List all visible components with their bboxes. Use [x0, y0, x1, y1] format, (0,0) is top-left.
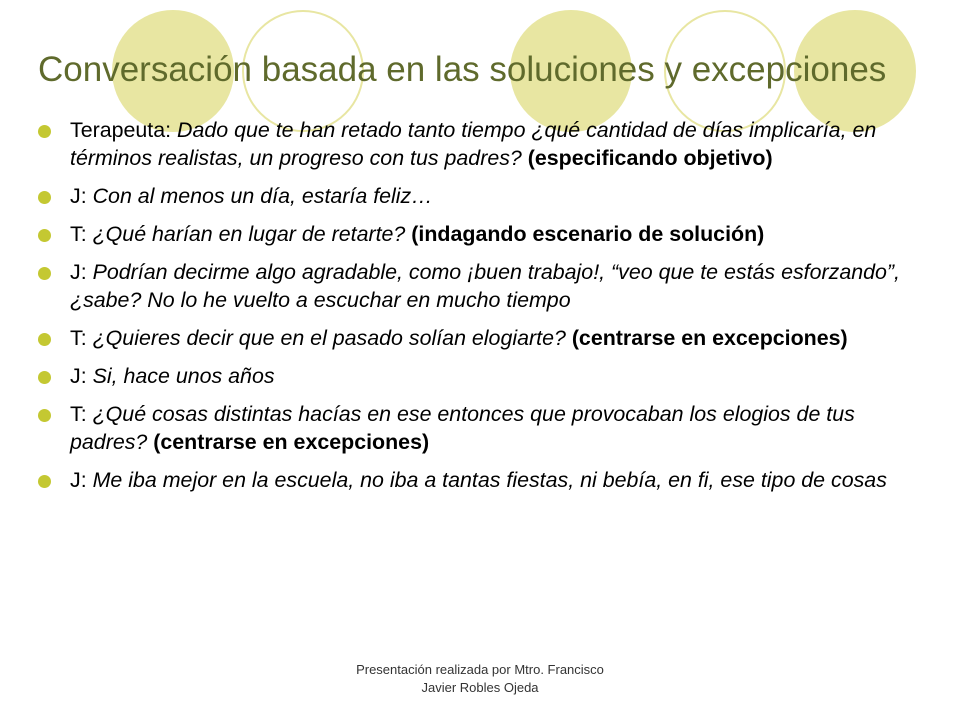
speaker-label: J: — [70, 260, 93, 284]
dialogue-text: Con al menos un día, estaría feliz… — [92, 184, 433, 208]
bullet-list — [36, 116, 920, 504]
speaker-label: J: — [70, 468, 93, 492]
dialogue-text: ¿Qué cosas distintas hacías en ese entonces que provocaban los elogios de tus padres? — [70, 402, 855, 454]
footer-line: Presentación realizada por Mtro. Francisco — [356, 662, 604, 677]
technique-note: (centrarse en excepciones) — [571, 326, 848, 350]
footer-line: Javier Robles Ojeda — [421, 680, 539, 695]
technique-note: (indagando escenario de solución) — [411, 222, 765, 246]
dialogue-text: ¿Qué harían en lugar de retarte? — [92, 222, 412, 246]
bullet-dot-icon — [38, 229, 51, 242]
speaker-label: J: — [70, 364, 93, 388]
bullet-dot-icon — [38, 409, 51, 422]
speaker-label: T: — [70, 402, 93, 426]
bullet-dot-icon — [38, 475, 51, 488]
speaker-label: Terapeuta: — [70, 118, 178, 142]
speaker-label: T: — [70, 222, 93, 246]
dialogue-text: Dado que te han retado tanto tiempo ¿qué cantidad de días implicaría, en términos realistas, un progreso con tus padres? — [70, 118, 877, 170]
slide-footer — [330, 661, 630, 697]
dialogue-text: ¿Quieres decir que en el pasado solían elogiarte? — [92, 326, 572, 350]
bullet-item — [36, 182, 920, 210]
bullet-item — [36, 116, 920, 172]
bullet-dot-icon — [38, 267, 51, 280]
slide-title: Conversación basada en las soluciones y excepciones — [38, 50, 887, 89]
bullet-item — [36, 220, 920, 248]
bullet-dot-icon — [38, 125, 51, 138]
bullet-dot-icon — [38, 371, 51, 384]
bullet-item — [36, 258, 920, 314]
technique-note: (centrarse en excepciones) — [153, 430, 430, 454]
speaker-label: J: — [70, 184, 93, 208]
dialogue-text: Podrían decirme algo agradable, como ¡buen trabajo!, “veo que te estás esforzando”, ¿sabe? No lo he vuelto a escuchar en mucho tiempo — [70, 260, 900, 312]
bullet-dot-icon — [38, 333, 51, 346]
technique-note: (especificando objetivo) — [527, 146, 773, 170]
bullet-item — [36, 400, 920, 456]
bullet-item — [36, 466, 920, 494]
dialogue-text: Si, hace unos años — [92, 364, 275, 388]
bullet-item — [36, 324, 920, 352]
speaker-label: T: — [70, 326, 93, 350]
bullet-dot-icon — [38, 191, 51, 204]
dialogue-text: Me iba mejor en la escuela, no iba a tantas fiestas, ni bebía, en fi, ese tipo de cosas — [92, 468, 887, 492]
bullet-item — [36, 362, 920, 390]
